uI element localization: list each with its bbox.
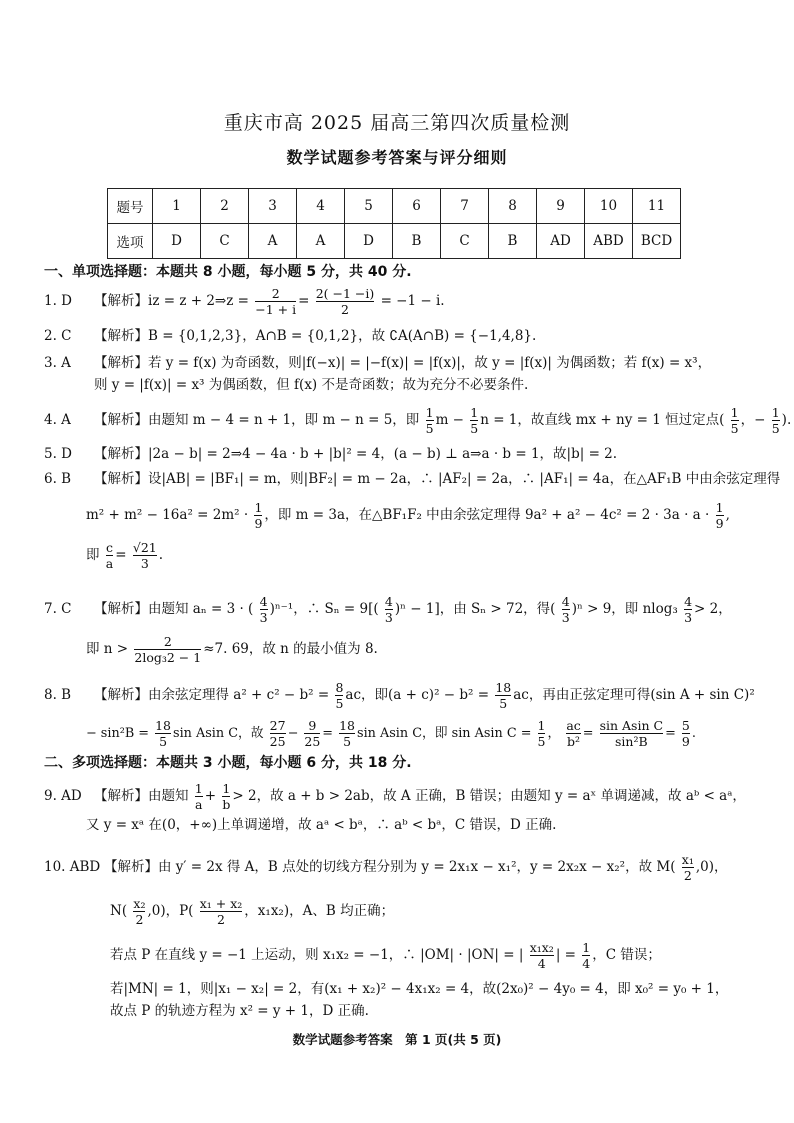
numerator: x₂: [133, 896, 146, 911]
denominator: 2: [133, 911, 145, 927]
answer-q7: [44, 594, 732, 625]
table-cell: ABD: [585, 224, 633, 259]
denominator: 5: [155, 733, 171, 749]
table-cell: D: [153, 224, 201, 259]
fraction: [470, 405, 478, 436]
document-title: 重庆市高 2025 届高三第四次质量检测: [223, 112, 571, 134]
fraction: [495, 680, 511, 711]
table-cell: 1: [153, 189, 201, 224]
text: sin Asin C，故: [173, 726, 264, 741]
denominator: 25: [269, 734, 286, 749]
denominator: 5: [470, 421, 479, 436]
table-cell: 3: [249, 189, 297, 224]
table-cell: AD: [537, 224, 585, 259]
answer-q6-line3: [86, 540, 163, 571]
answer-q9: [44, 781, 746, 812]
text: n = 1，故直线 mx + ny = 1 恒过定点(: [480, 412, 725, 428]
text: | =: [555, 947, 576, 963]
numerator: 27: [269, 718, 286, 733]
answer-q3-line2: 则 y = |f(x)| = x³ 为偶函数，但 f(x) 不是奇函数；故为充分不必要条件.: [94, 377, 529, 393]
question-label: 1. D: [44, 293, 72, 309]
text: .: [158, 547, 164, 563]
numerator: 4: [561, 594, 570, 609]
numerator: c: [106, 540, 114, 555]
fraction: [304, 718, 320, 749]
denominator: 3: [133, 555, 157, 571]
text: sin Asin C，即 sin Asin C =: [357, 726, 532, 741]
numerator: 1: [222, 781, 231, 796]
text: > 2，故 a + b > 2ab，故 A 正确，B 错误；由题知 y = aˣ 单调递减，故 aᵇ < aᵃ，: [232, 788, 746, 804]
answer-q10-line5: 故点 P 的轨迹方程为 x² = y + 1，D 正确.: [110, 1003, 369, 1019]
question-label: 2. C: [44, 328, 72, 344]
answer-q6-line2: [86, 500, 730, 531]
answer-q10: [44, 852, 727, 883]
table-cell: D: [345, 224, 393, 259]
answer-q8-line2: [86, 718, 696, 749]
question-label: 4. A: [44, 412, 71, 428]
table-cell: A: [249, 224, 297, 259]
denominator: 2log₃2 − 1: [134, 650, 202, 665]
page-footer: 数学试题参考答案 第 1 页(共 5 页): [292, 1032, 502, 1047]
table-cell: 11: [633, 189, 681, 224]
numerator: 18: [155, 718, 172, 733]
text: ,0)，: [695, 859, 728, 875]
answer-q7-line2: [86, 634, 378, 665]
section-heading-single-choice: 一、单项选择题：本题共 8 小题，每小题 5 分，共 40 分.: [44, 264, 412, 280]
answer-q9-line2: 又 y = xᵃ 在(0，+∞)上单调递增，故 aᵃ < bᵃ，∴ aᵇ < bᵃ，C 错误，D 正确.: [86, 817, 557, 833]
question-label: 8. B: [44, 687, 72, 703]
numerator: 1: [730, 405, 739, 420]
fraction: [195, 781, 203, 812]
text: ac，即(a + c)² − b² =: [345, 687, 490, 703]
denominator: 3: [384, 610, 393, 625]
text: +: [204, 788, 217, 804]
text: =: [298, 293, 310, 309]
text: ).: [781, 412, 792, 428]
answer-q8: [44, 680, 755, 711]
numerator: 1: [194, 781, 203, 796]
fraction: [600, 718, 663, 749]
text: ，x₁x₂)，A、B 均正确；: [244, 903, 395, 919]
text: =: [582, 726, 594, 741]
fraction: [222, 781, 230, 812]
numerator: 4: [384, 594, 393, 609]
denominator: a: [105, 556, 114, 571]
numerator: 2: [271, 286, 280, 301]
fraction: [133, 540, 157, 571]
question-label: 7. C: [44, 601, 72, 617]
answer-q4: [44, 405, 791, 436]
denominator: 5: [335, 696, 344, 711]
denominator: −1 + i: [255, 302, 297, 317]
numerator: sin Asin C: [599, 718, 664, 733]
denominator: 4: [582, 956, 591, 971]
document-subtitle: 数学试题参考答案与评分细则: [286, 148, 508, 167]
fraction: [566, 718, 580, 749]
answer-q10-line4: 若|MN| = 1，则|x₁ − x₂| = 2，有(x₁ + x₂)² − 4x₁x₂ = 4，故(2x₀)² − 4y₀ = 4，即 x₀² = y₀ + 1，: [110, 981, 729, 997]
text: 【解析】由题知: [94, 788, 189, 804]
denominator: 5: [771, 421, 780, 436]
numerator: x₁x₂: [529, 940, 554, 955]
fraction: [260, 594, 268, 625]
fraction: [682, 852, 694, 883]
denominator: 9: [715, 516, 724, 531]
text: 【解析】设|AB| = |BF₁| = m，则|BF₂| = m − 2a，∴ |AF₂| = 2a，∴ |AF₁| = 4a，在△AF₁B 中由余弦定理得: [94, 471, 781, 487]
denominator: 5: [537, 734, 546, 749]
text: ，C 错误；: [592, 947, 661, 963]
question-number-row: [108, 189, 681, 224]
table-cell: A: [297, 224, 345, 259]
numerator: ac: [566, 718, 581, 733]
fraction: [339, 718, 355, 749]
question-label: 5. D: [44, 446, 72, 462]
question-label: 9. AD: [44, 788, 82, 804]
denominator: 2: [682, 867, 694, 883]
table-cell: 9: [537, 189, 585, 224]
text: 【解析】iz = z + 2⇒z =: [94, 293, 249, 309]
numerator: 1: [470, 405, 479, 420]
numerator: 4: [259, 594, 268, 609]
question-label: 3. A: [44, 355, 71, 371]
numerator: 1: [425, 405, 434, 420]
numerator: 18: [495, 680, 512, 695]
text: ，: [547, 726, 561, 741]
denominator: 5: [339, 733, 355, 749]
numerator: 1: [715, 500, 724, 515]
fraction: [134, 634, 201, 665]
denominator: 4: [530, 955, 554, 971]
text: =: [115, 547, 127, 563]
denominator: 5: [495, 695, 511, 711]
row-label: 题号: [108, 189, 153, 224]
numerator: 1: [771, 405, 780, 420]
fraction: [270, 718, 286, 749]
table-cell: 10: [585, 189, 633, 224]
denominator: 25: [304, 734, 321, 749]
denominator: 2: [200, 911, 243, 927]
numerator: 5: [681, 718, 690, 733]
text: ，即 m = 3a，在△BF₁F₂ 中由余弦定理得 9a² + a² − 4c² = 2 · 3a · a ·: [264, 507, 710, 523]
denominator: 9: [254, 516, 263, 531]
denominator: sin²B: [600, 733, 663, 749]
denominator: 2: [316, 301, 375, 317]
table-cell: C: [441, 224, 489, 259]
text: 【解析】B = {0,1,2,3}，A∩B = {0,1,2}，故 ∁A(A∩B) = {−1,4,8}.: [94, 328, 537, 344]
text: 【解析】由题知 aₙ = 3 · (: [94, 601, 254, 617]
answer-q1: [44, 286, 445, 317]
text: ac，再由正弦定理可得(sin A + sin C)²: [513, 687, 755, 703]
section-heading-multiple-choice: 二、多项选择题：本题共 3 小题，每小题 6 分，共 18 分.: [44, 755, 412, 771]
answer-q3: [44, 354, 711, 372]
fraction: [530, 940, 554, 971]
text: 即: [86, 547, 100, 563]
text: ,0)，P(: [147, 903, 194, 919]
fraction: [106, 540, 113, 571]
denominator: 3: [561, 610, 570, 625]
text: 若点 P 在直线 y = −1 上运动，则 x₁x₂ = −1，∴ |OM| · |ON| = |: [110, 947, 524, 963]
answer-q6: [44, 470, 780, 488]
answer-q5: [44, 445, 617, 463]
denominator: b: [222, 797, 231, 812]
numerator: 1: [582, 940, 591, 955]
text: > 2，: [694, 601, 732, 617]
answer-q10-line3: [110, 940, 661, 971]
fraction: [562, 594, 570, 625]
fraction: [682, 718, 690, 749]
numerator: x₁ + x₂: [199, 896, 243, 911]
text: )ⁿ > 9，即 nlog₃: [571, 601, 678, 617]
text: 【解析】由余弦定理得 a² + c² − b² =: [94, 687, 330, 703]
table-cell: C: [201, 224, 249, 259]
denominator: 3: [684, 610, 693, 625]
numerator: 2( −1 −i): [315, 286, 375, 301]
fraction: [155, 718, 171, 749]
fraction: [385, 594, 393, 625]
text: =: [665, 726, 676, 741]
table-cell: B: [393, 224, 441, 259]
denominator: a: [195, 797, 203, 812]
fraction: [538, 718, 546, 749]
fraction: [772, 405, 780, 436]
numerator: 4: [684, 594, 693, 609]
denominator: 5: [425, 421, 434, 436]
numerator: 8: [335, 680, 344, 695]
text: N(: [110, 903, 128, 919]
denominator: b²: [567, 734, 581, 749]
table-cell: 7: [441, 189, 489, 224]
text: ,: [725, 507, 730, 523]
fraction: [254, 500, 262, 531]
text: 【解析】若 y = f(x) 为奇函数，则|f(−x)| = |−f(x)| = |f(x)|，故 y = |f(x)| 为偶函数；若 f(x) = x³，: [94, 355, 712, 371]
fraction: [716, 500, 724, 531]
answer-q10-line2: [110, 896, 394, 927]
text: )ⁿ⁻¹，∴ Sₙ = 9[(: [269, 601, 379, 617]
table-cell: 5: [345, 189, 393, 224]
numerator: x₁: [681, 852, 694, 867]
numerator: 18: [339, 718, 356, 733]
text: = −1 − i.: [380, 293, 445, 309]
table-cell: 4: [297, 189, 345, 224]
text: − sin²B =: [86, 726, 150, 741]
numerator: √21: [132, 540, 157, 555]
text: −: [287, 726, 299, 741]
question-label: 10. ABD: [44, 859, 101, 875]
numerator: 9: [308, 718, 317, 733]
table-cell: B: [489, 224, 537, 259]
text: 【解析】|2a − b| = 2⇒4 − 4a · b + |b|² = 4，(a − b) ⊥ a⇒a · b = 1，故|b| = 2.: [94, 446, 618, 462]
text: ，−: [740, 412, 766, 428]
answer-q2: [44, 327, 536, 345]
fraction: [316, 286, 375, 317]
fraction: [200, 896, 243, 927]
text: m −: [435, 412, 464, 428]
text: )ⁿ − 1]，由 Sₙ > 72，得(: [394, 601, 556, 617]
table-cell: 6: [393, 189, 441, 224]
denominator: 9: [681, 734, 690, 749]
fraction: [133, 896, 145, 927]
fraction: [426, 405, 434, 436]
numerator: 2: [163, 634, 172, 649]
denominator: 3: [259, 610, 268, 625]
numerator: 1: [537, 718, 546, 733]
fraction: [731, 405, 739, 436]
question-label: 6. B: [44, 471, 72, 487]
text: .: [691, 726, 696, 741]
fraction: [684, 594, 692, 625]
table-cell: 2: [201, 189, 249, 224]
fraction: [582, 940, 590, 971]
numerator: 1: [254, 500, 263, 515]
denominator: 5: [730, 421, 739, 436]
fraction: [335, 680, 343, 711]
fraction: [255, 286, 296, 317]
answer-table: [107, 188, 681, 259]
row-label: 选项: [108, 224, 153, 259]
text: ≈7. 69，故 n 的最小值为 8.: [203, 641, 378, 657]
text: 即 n >: [86, 641, 129, 657]
text: 【解析】由题知 m − 4 = n + 1，即 m − n = 5，即: [94, 412, 420, 428]
answer-row: [108, 224, 681, 259]
text: m² + m² − 16a² = 2m² ·: [86, 507, 249, 523]
table-cell: 8: [489, 189, 537, 224]
text: =: [322, 726, 334, 741]
table-cell: BCD: [633, 224, 681, 259]
text: 【解析】由 y′ = 2x 得 A，B 点处的切线方程分别为 y = 2x₁x − x₁²，y = 2x₂x − x₂²，故 M(: [104, 859, 676, 875]
